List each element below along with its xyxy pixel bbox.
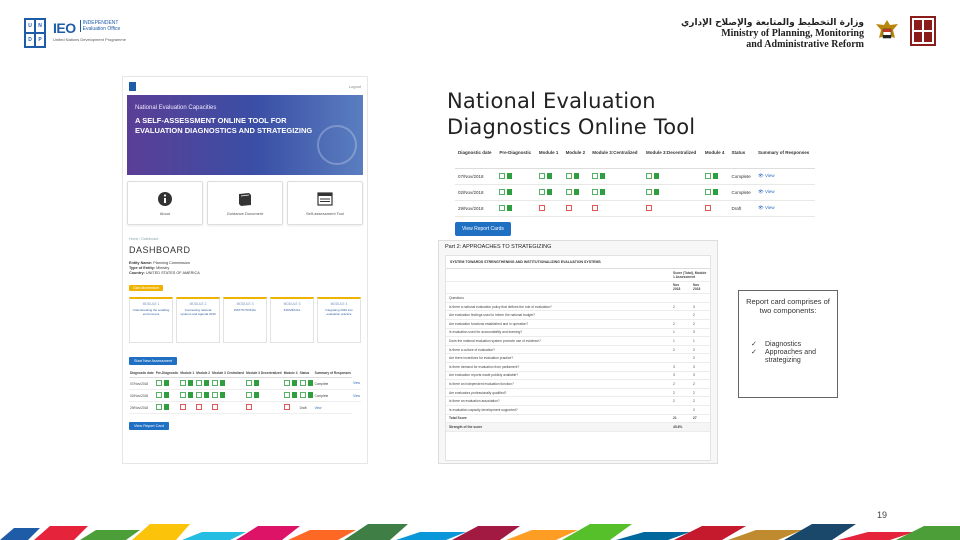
edit-doc-icons[interactable] <box>705 189 718 195</box>
table-row: Strength of the score 45.8% <box>446 423 710 432</box>
card-label: About <box>159 210 171 216</box>
results-table-screenshot <box>455 148 815 244</box>
edit-doc-icons[interactable] <box>539 173 552 179</box>
report-card-table: Score (Total), Module 1 Assessment Nov 2018 Nov 2018 Questions Is there a national evaluation policy that defines the role of evaluation? 2 3 Are evaluation findings used to inform the national budget? 2 Are evaluation functions established and in operation? 2 2 Is evaluation used for accountability and learning? 1 3 Does the national evaluation system promote use of evidence? 1 1 Is there a culture of evaluation? 2 2 Are there incentives for evaluation practice? 2 Is there demand for evaluation from parliament? 3 3 Are evaluation reports made publicly available? 3 3 Is there an independent evaluation function? 2 2 Are evaluators professionally qualified? 2 2 Is there an evaluation association? 2 2 Is evaluation capacity development supported? 2 Total Score 21 27 Strength of the score 45.8% <box>446 269 710 432</box>
logout-link[interactable]: Logout <box>348 83 361 89</box>
table-row: Is there a national evaluation policy that defines the role of evaluation? 2 3 <box>446 302 710 311</box>
page-title <box>447 88 695 140</box>
edit-doc-icons[interactable] <box>156 380 169 386</box>
edit-doc-icons[interactable] <box>646 189 659 195</box>
form-icon <box>317 191 333 207</box>
edit-doc-icons[interactable] <box>705 173 718 179</box>
ministry-name <box>681 18 864 50</box>
list-item: ✓ Approaches and strategizing <box>751 349 816 364</box>
module-card[interactable]: MODULE 3 INSTITUTIONAL <box>223 297 267 343</box>
edit-icon[interactable] <box>196 404 202 410</box>
table-row: Is there a culture of evaluation? 2 2 <box>446 345 710 354</box>
edit-doc-icons[interactable] <box>212 380 225 386</box>
title-line2: Diagnostics Online Tool <box>447 115 696 139</box>
row-status: Complete <box>729 168 755 184</box>
edit-doc-icons[interactable] <box>156 404 169 410</box>
table-row: Are evaluation findings used to inform the national budget? 2 <box>446 311 710 320</box>
edit-icon[interactable] <box>212 404 218 410</box>
report-card-panel <box>445 255 711 461</box>
edit-icon[interactable] <box>180 404 186 410</box>
magnifier-decoration-icon <box>317 125 357 165</box>
table-row: Is evaluation capacity development supported? 2 <box>446 405 710 414</box>
edit-doc-icons[interactable] <box>300 380 313 386</box>
table-row: Are evaluation functions established and in operation? 2 2 <box>446 319 710 328</box>
eagle-emblem-icon <box>874 18 900 46</box>
check-icon: ✓ <box>751 349 757 356</box>
edit-doc-icons[interactable] <box>566 173 579 179</box>
edit-doc-icons[interactable] <box>566 189 579 195</box>
banner-title: A SELF-ASSESSMENT ONLINE TOOL FOR EVALUATION DIAGNOSTICS AND STRATEGIZING <box>135 116 313 135</box>
edit-doc-icons[interactable] <box>284 380 297 386</box>
view-report-card-button[interactable]: View Report Card <box>129 422 169 430</box>
table-row: Questions <box>446 294 710 303</box>
module-card[interactable]: MODULE 2 Connecting national systems and Agenda 2030 <box>176 297 220 343</box>
ministry-line1: Ministry of Planning, Monitoring <box>721 28 864 39</box>
ministry-line2: and Administrative Reform <box>746 39 864 50</box>
edit-doc-icons[interactable] <box>499 189 512 195</box>
view-link[interactable]: 👁 View <box>755 168 815 184</box>
edit-doc-icons[interactable] <box>284 392 297 398</box>
table-row: Are there incentives for evaluation practice? 2 <box>446 354 710 363</box>
edit-doc-icons[interactable] <box>592 189 605 195</box>
undp-letter: P <box>36 34 44 46</box>
table-row: 29/Nov/2018 Draft View <box>129 402 361 414</box>
view-link[interactable]: View <box>352 378 361 390</box>
book-icon <box>237 191 253 207</box>
edit-doc-icons[interactable] <box>300 392 313 398</box>
row-status: Draft <box>729 200 755 216</box>
callout-title: Report card comprises of two components: <box>746 297 830 315</box>
banner-subtitle: National Evaluation Capacities <box>135 105 217 111</box>
mini-undp-logo <box>129 82 136 91</box>
dashboard-screenshot <box>122 76 368 464</box>
table-row <box>455 168 815 184</box>
table-row: Is there demand for evaluation from parliament? 3 3 <box>446 362 710 371</box>
table-row <box>455 184 815 200</box>
undp-letter: D <box>26 34 34 46</box>
score-col-header: Score (Total), Module 1 Assessment <box>670 269 710 281</box>
mpmar-logo <box>910 16 936 46</box>
start-assessment-button[interactable]: Start New Assessment <box>129 357 177 365</box>
edit-icon[interactable] <box>284 404 290 410</box>
dashboard-title: DASHBOARD <box>129 245 191 255</box>
breadcrumb[interactable]: Home / Dashboard <box>129 237 159 241</box>
edit-icon[interactable] <box>539 205 545 211</box>
edit-doc-icons[interactable] <box>196 392 209 398</box>
report-card-screenshot <box>438 240 718 464</box>
about-card[interactable] <box>127 181 203 225</box>
ieo-line2: Evaluation Office <box>82 26 121 32</box>
edit-doc-icons[interactable] <box>499 205 512 211</box>
table-row: Are evaluators professionally qualified? 2 2 <box>446 388 710 397</box>
row-date: 02/Nov/2018 <box>455 184 496 200</box>
ieo-line1: INDEPENDENT <box>82 20 119 26</box>
check-icon: ✓ <box>751 341 757 348</box>
edit-doc-icons[interactable] <box>212 392 225 398</box>
view-report-cards-button[interactable]: View Report Cards <box>455 222 511 236</box>
module-cards <box>129 297 361 343</box>
undp-logo <box>24 18 46 48</box>
edit-icon[interactable] <box>566 205 572 211</box>
table-row: 07/Nov/2018 Complete View <box>129 378 361 390</box>
card-label: Self-assessment Tool <box>306 210 344 216</box>
table-row <box>455 200 815 216</box>
view-link[interactable]: View <box>352 390 361 402</box>
entity-meta: Entity Name: Planning Commission Type of Entity: Ministry Country: UNITED STATES OF AMERICA <box>129 261 200 275</box>
title-line1: National Evaluation <box>447 89 656 113</box>
edit-doc-icons[interactable] <box>180 380 193 386</box>
view-link[interactable]: 👁 View <box>755 200 815 216</box>
edit-doc-icons[interactable] <box>646 173 659 179</box>
table-row: Does the national evaluation system promote use of evidence? 1 1 <box>446 337 710 346</box>
card-label: Guidance Document <box>226 210 264 216</box>
table-row: Is evaluation used for accountability and learning? 1 3 <box>446 328 710 337</box>
page-number: 19 <box>877 510 888 520</box>
table-row: Is there an evaluation association? 2 2 <box>446 397 710 406</box>
edit-doc-icons[interactable] <box>180 392 193 398</box>
ieo-logo <box>53 20 153 42</box>
assessment-table: Diagnostic date Pre-Diagnostic Module 1 Module 2 Module 3 Centralized Module 3 Decentralized Module 4 Status Summary of Responses 07/Nov/2018 Complete View 02/Nov/2018 Complete View 29/Nov/2018 Draft View <box>129 369 361 414</box>
edit-doc-icons[interactable] <box>592 173 605 179</box>
mini-topbar <box>123 77 367 95</box>
edit-doc-icons[interactable] <box>539 189 552 195</box>
edit-icon[interactable] <box>646 205 652 211</box>
module-card[interactable]: MODULE 1 Understanding the enabling environment <box>129 297 173 343</box>
undp-letter: U <box>26 20 34 32</box>
decorative-footer-strip <box>0 518 960 540</box>
status-badge: Gain Momentum <box>129 285 163 291</box>
ministry-arabic: وزارة التخطيط والمتابعة والإصلاح الإداري <box>681 18 864 28</box>
tool-card[interactable] <box>287 181 363 225</box>
info-icon <box>157 191 173 207</box>
hero-banner <box>127 95 363 175</box>
ieo-abbr: IEO <box>53 20 76 36</box>
edit-icon[interactable] <box>246 404 252 410</box>
module-card[interactable]: MODULE 4 Integrating 2030 into evaluation practice <box>317 297 361 343</box>
callout-list <box>743 341 833 365</box>
edit-icon[interactable] <box>705 205 711 211</box>
guidance-card[interactable] <box>207 181 283 225</box>
table-row: Are evaluation reports made publicly available? 3 3 <box>446 371 710 380</box>
list-item: ✓ Diagnostics <box>751 341 802 348</box>
edit-doc-icons[interactable] <box>196 380 209 386</box>
edit-icon[interactable] <box>592 205 598 211</box>
table-row: Is there an independent evaluation function? 2 2 <box>446 380 710 389</box>
nav-cards <box>127 181 363 225</box>
module-card[interactable]: MODULE 3 INDIVIDUAL <box>270 297 314 343</box>
table-row: 02/Nov/2018 Complete View <box>129 390 361 402</box>
report-card-header: Part 2: APPROACHES TO STRATEGIZING <box>445 244 552 250</box>
view-link[interactable]: 👁 View <box>755 184 815 200</box>
edit-doc-icons[interactable] <box>246 380 259 386</box>
view-link[interactable]: View <box>314 402 352 414</box>
table-row: Total Score 21 27 <box>446 414 710 423</box>
results-table: Diagnostic date Pre-Diagnostic Module 1 Module 2 Module 3:Centralized Module 3:Decentralized Module 4 Status Summary of Responses 07/Nov/2018 Complete 👁 View 02/Nov/2018 Complete 👁 View 29/Nov/2018 Draft 👁 View <box>455 148 815 217</box>
row-status: Complete <box>729 184 755 200</box>
report-card-callout <box>738 290 838 398</box>
report-card-caption: SYSTEM TOWARDS STRENGTHENING AND INSTITUTIONALIZING EVALUATION SYSTEMS <box>446 256 710 269</box>
row-date: 29/Nov/2018 <box>455 200 496 216</box>
edit-doc-icons[interactable] <box>246 392 259 398</box>
dashboard-section <box>123 231 367 438</box>
undp-letter: N <box>36 20 44 32</box>
row-date: 07/Nov/2018 <box>455 168 496 184</box>
ieo-tagline: United Nations Development Programme <box>53 37 126 42</box>
edit-doc-icons[interactable] <box>156 392 169 398</box>
edit-doc-icons[interactable] <box>499 173 512 179</box>
